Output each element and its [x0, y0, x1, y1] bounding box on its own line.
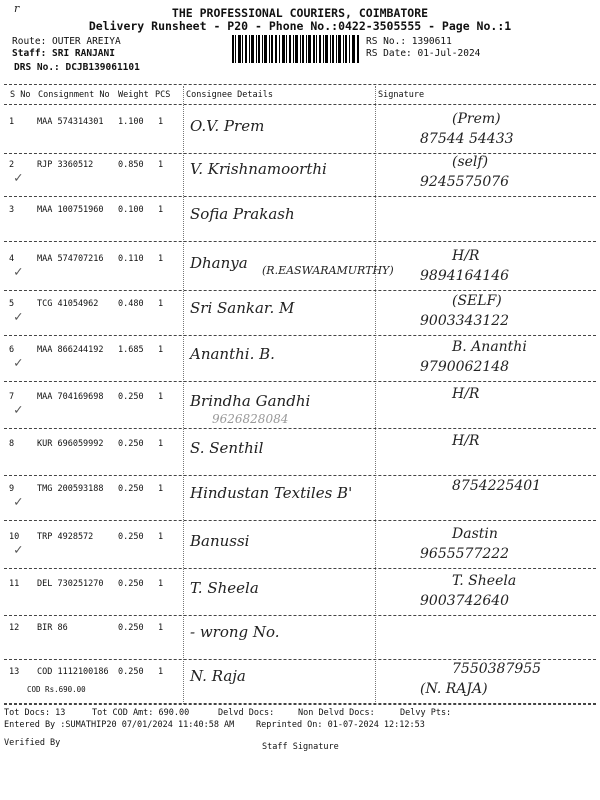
- row-sno: 7: [9, 392, 15, 402]
- row-weight: 0.250: [118, 623, 144, 633]
- row-check-mark: ✓: [14, 494, 23, 510]
- row-weight: 0.100: [118, 205, 144, 215]
- staff-label: Staff: SRI RANJANI: [12, 48, 115, 59]
- row-signature-note: H/R: [452, 433, 480, 449]
- row-pcs: 1: [158, 392, 164, 402]
- col-consignment: Consignment No: [38, 90, 110, 100]
- row-divider: [4, 615, 596, 616]
- row-pcs: 1: [158, 579, 164, 589]
- row-sno: 1: [9, 117, 15, 127]
- row-weight: 0.250: [118, 439, 144, 449]
- row-pcs: 1: [158, 484, 164, 494]
- row-pcs: 1: [158, 254, 164, 264]
- row-sno: 9: [9, 484, 15, 494]
- row-sno: 2: [9, 160, 15, 170]
- row-weight: 0.250: [118, 532, 144, 542]
- row-consignee-name: Banussi: [190, 532, 250, 550]
- row-divider: [4, 428, 596, 429]
- col-weight: Weight: [118, 90, 149, 100]
- row-consignee-name: Brindha Gandhi: [190, 392, 311, 410]
- row-pcs: 1: [158, 345, 164, 355]
- row-consignee-name: Hindustan Textiles B': [190, 484, 353, 502]
- row-divider: [4, 290, 596, 291]
- row-consignment-no: KUR 696059992: [37, 439, 104, 449]
- consignee-column-line: [183, 86, 184, 704]
- row-divider: [4, 659, 596, 660]
- header-bottom-divider: [4, 104, 596, 105]
- corner-mark: r: [14, 2, 20, 15]
- row-pcs: 1: [158, 623, 164, 633]
- row-consignment-no: TCG 41054962: [37, 299, 99, 309]
- row-weight: 0.850: [118, 160, 144, 170]
- row-divider: [4, 241, 596, 242]
- row-consignment-no: DEL 730251270: [37, 579, 104, 589]
- row-pcs: 1: [158, 667, 164, 677]
- row-signature-phone: 9894164146: [420, 268, 510, 284]
- row-signature-note: H/R: [452, 386, 480, 402]
- row-signature-note: Dastin: [452, 526, 498, 542]
- row-divider: [4, 568, 596, 569]
- row-consignment-no: MAA 574314301: [37, 117, 104, 127]
- row-sno: 8: [9, 439, 15, 449]
- row-weight: 0.250: [118, 667, 144, 677]
- row-signature-phone: 9003742640: [420, 593, 510, 609]
- tot-cod-amt: Tot COD Amt: 690.00: [92, 708, 190, 718]
- row-consignment-no: RJP 3360512: [37, 160, 94, 170]
- row-consignee-name: Sofia Prakash: [190, 205, 295, 223]
- row-weight: 1.685: [118, 345, 144, 355]
- row-sno: 5: [9, 299, 15, 309]
- row-sno: 13: [9, 667, 20, 677]
- row-consignee-name: O.V. Prem: [190, 117, 265, 135]
- row-signature-phone: 9790062148: [420, 359, 510, 375]
- row-consignee-name: - wrong No.: [190, 623, 280, 641]
- row-check-mark: ✓: [14, 170, 23, 186]
- row-consignment-no: MAA 574707216: [37, 254, 104, 264]
- row-weight: 0.110: [118, 254, 144, 264]
- col-signature: Signature: [378, 90, 425, 100]
- row-consignment-no: TRP 4928572: [37, 532, 94, 542]
- row-cod-amount: COD Rs.690.00: [27, 685, 86, 694]
- row-weight: 0.480: [118, 299, 144, 309]
- row-pcs: 1: [158, 117, 164, 127]
- row-consignee-name: Dhanya: [190, 254, 248, 272]
- row-consignee-name: Ananthi. B.: [190, 345, 275, 363]
- row-signature-phone: 9003343122: [420, 313, 510, 329]
- row-consignee-name: Sri Sankar. M: [190, 299, 295, 317]
- row-pcs: 1: [158, 439, 164, 449]
- row-signature-note: B. Ananthi: [452, 339, 527, 355]
- non-delvd-docs: Non Delvd Docs:: [298, 708, 375, 718]
- row-consignment-no: MAA 100751960: [37, 205, 104, 215]
- row-divider: [4, 153, 596, 154]
- verified-by: Verified By: [4, 738, 61, 748]
- entered-by: Entered By :SUMATHIP20 07/01/2024 11:40:58 AM: [4, 720, 235, 730]
- row-weight: 0.250: [118, 484, 144, 494]
- row-sno: 6: [9, 345, 15, 355]
- route-label: Route: OUTER AREIYA: [12, 36, 121, 47]
- rs-date-label: RS Date: 01-Jul-2024: [366, 48, 481, 59]
- staff-signature: Staff Signature: [262, 742, 339, 752]
- row-divider: [4, 520, 596, 521]
- row-sno: 4: [9, 254, 15, 264]
- row-sno: 11: [9, 579, 20, 589]
- row-signature-phone: 9245575076: [420, 174, 510, 190]
- rs-no-label: RS No.: 1390611: [366, 36, 452, 47]
- drs-label: DRS No.: DCJB139061101: [14, 62, 140, 73]
- row-signature-phone: 9655577222: [420, 546, 510, 562]
- row-signature-note: (SELF): [452, 293, 502, 309]
- header-top-divider: [4, 84, 596, 85]
- row-consignee-phone: 9626828084: [212, 412, 289, 426]
- row-divider: [4, 335, 596, 336]
- row-pcs: 1: [158, 299, 164, 309]
- row-consignment-no: MAA 866244192: [37, 345, 104, 355]
- runsheet-subtitle: Delivery Runsheet - P20 - Phone No.:0422-3505555 - Page No.:1: [88, 19, 512, 33]
- row-check-mark: ✓: [14, 542, 23, 558]
- row-weight: 0.250: [118, 392, 144, 402]
- row-check-mark: ✓: [14, 264, 23, 280]
- row-signature-note: (Prem): [452, 111, 501, 127]
- delvy-pts: Delvy Pts:: [400, 708, 452, 718]
- row-consignment-no: TMG 200593188: [37, 484, 104, 494]
- signature-column-line: [375, 86, 376, 704]
- row-consignee-extra: (R.EASWARAMURTHY): [262, 264, 394, 277]
- row-pcs: 1: [158, 160, 164, 170]
- row-check-mark: ✓: [14, 309, 23, 325]
- row-check-mark: ✓: [14, 402, 23, 418]
- row-consignee-name: V. Krishnamoorthi: [190, 160, 327, 178]
- row-consignee-name: N. Raja: [190, 667, 246, 685]
- row-signature-note: 7550387955: [452, 661, 542, 677]
- row-consignment-no: COD 1112100186: [37, 667, 109, 677]
- reprinted-on: Reprinted On: 01-07-2024 12:12:53: [256, 720, 425, 730]
- row-pcs: 1: [158, 532, 164, 542]
- company-title: THE PROFESSIONAL COURIERS, COIMBATORE: [171, 6, 429, 20]
- row-sno: 3: [9, 205, 15, 215]
- row-signature-note: T. Sheela: [452, 573, 517, 589]
- col-sno: S No: [10, 90, 31, 100]
- row-signature-note: 8754225401: [452, 478, 542, 494]
- col-pcs: PCS: [155, 90, 171, 100]
- row-weight: 0.250: [118, 579, 144, 589]
- row-signature-note: H/R: [452, 248, 480, 264]
- row-consignee-name: T. Sheela: [190, 579, 259, 597]
- row-signature-note: (self): [452, 154, 489, 170]
- row-signature-phone: (N. RAJA): [420, 681, 488, 697]
- row-check-mark: ✓: [14, 355, 23, 371]
- delvd-docs: Delvd Docs:: [218, 708, 275, 718]
- footer-divider: [4, 704, 596, 705]
- row-divider: [4, 196, 596, 197]
- row-pcs: 1: [158, 205, 164, 215]
- row-sno: 12: [9, 623, 20, 633]
- row-consignee-name: S. Senthil: [190, 439, 264, 457]
- barcode-image: [232, 35, 360, 63]
- row-weight: 1.100: [118, 117, 144, 127]
- row-sno: 10: [9, 532, 20, 542]
- row-divider: [4, 475, 596, 476]
- row-signature-phone: 87544 54433: [420, 131, 514, 147]
- col-consignee: Consignee Details: [186, 90, 273, 100]
- row-consignment-no: MAA 704169698: [37, 392, 104, 402]
- row-consignment-no: BIR 86: [37, 623, 68, 633]
- row-divider: [4, 381, 596, 382]
- tot-docs: Tot Docs: 13: [4, 708, 66, 718]
